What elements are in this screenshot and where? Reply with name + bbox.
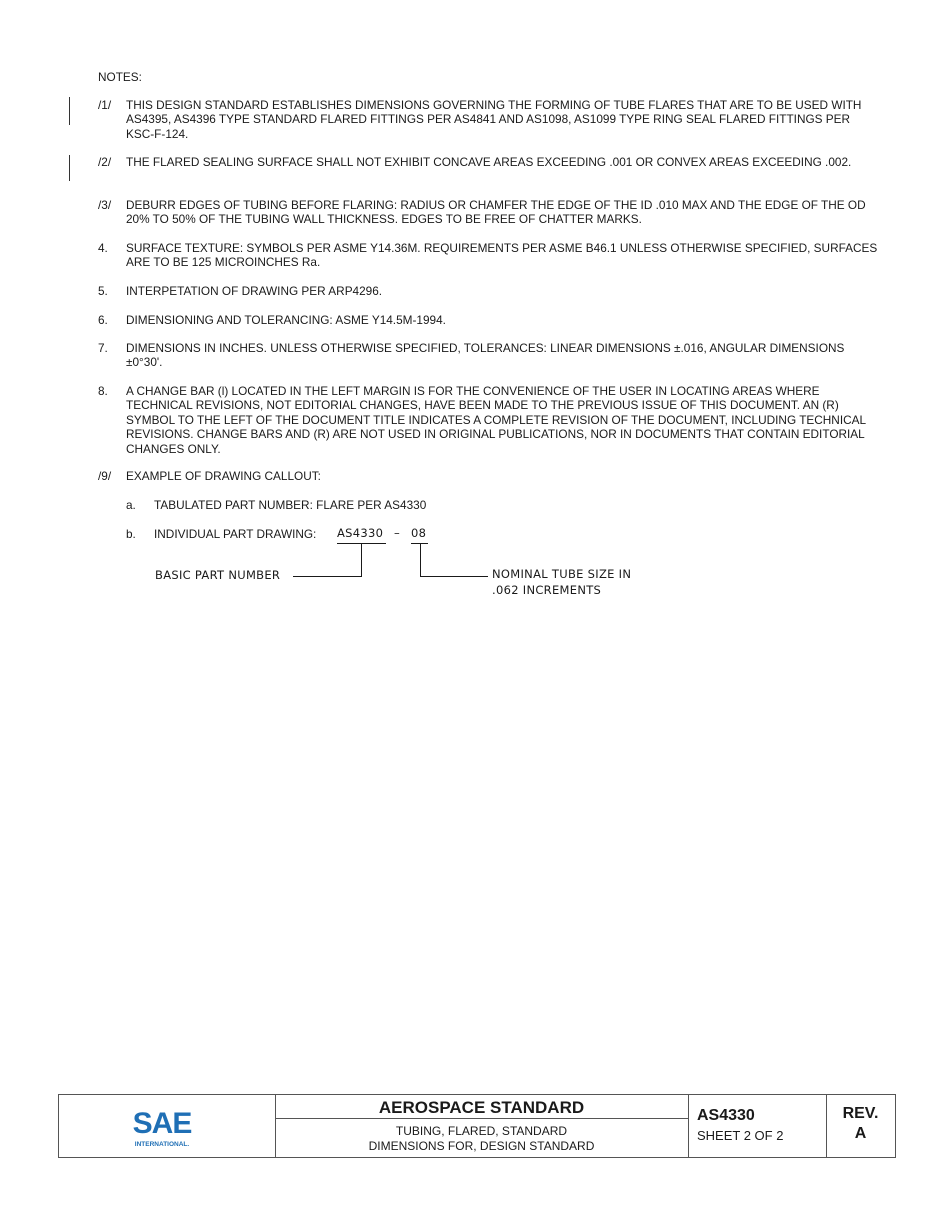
document-title-line-1: TUBING, FLARED, STANDARD [395, 1124, 568, 1138]
note-number: /9/ [98, 469, 112, 483]
note-text: SURFACE TEXTURE: SYMBOLS PER ASME Y14.36M. REQUIREMENTS PER ASME B46.1 UNLESS OTHERWISE SPECIFIED, SURFACES ARE TO BE 125 MICROINCHES Ra. [126, 241, 878, 270]
callout-item-number: b. [126, 527, 136, 541]
sae-logo [59, 1095, 275, 1157]
logo-text: SAE [132, 1107, 192, 1140]
logo-cell [59, 1095, 276, 1157]
nominal-tube-size-label: NOMINAL TUBE SIZE IN [492, 567, 632, 581]
logo-subtext: INTERNATIONAL. [134, 1141, 190, 1148]
callout-item-text: TABULATED PART NUMBER: FLARE PER AS4330 [154, 498, 427, 512]
document-number-cell [688, 1095, 827, 1157]
note-number: /2/ [98, 155, 112, 169]
note-number: /1/ [98, 98, 112, 112]
change-bar [69, 155, 70, 181]
nominal-leader-vertical [420, 543, 421, 576]
note-text: INTERPETATION OF DRAWING PER ARP4296. [126, 284, 383, 298]
document-number: AS4330 [697, 1107, 755, 1124]
note-text: THIS DESIGN STANDARD ESTABLISHES DIMENSIONS GOVERNING THE FORMING OF TUBE FLARES THAT ARE TO BE USED WITH AS4395, AS4396 TYPE STANDARD FLARED FITTINGS PER AS4841 AND AS1098, AS1099 TYPE RING SEAL FLARED FITTINGS PER KSC-F-124. [126, 98, 862, 141]
note-text: THE FLARED SEALING SURFACE SHALL NOT EXHIBIT CONCAVE AREAS EXCEEDING .001 OR CONVEX AREAS EXCEEDING .002. [126, 155, 852, 169]
increments-label: .062 INCREMENTS [492, 583, 602, 597]
revision-value: A [854, 1125, 867, 1142]
note-number: 4. [98, 241, 108, 255]
title-cell [275, 1095, 689, 1157]
note-number: 8. [98, 384, 108, 398]
revision-label: REV. [842, 1105, 879, 1122]
note-number: /3/ [98, 198, 112, 212]
note-text: EXAMPLE OF DRAWING CALLOUT: [126, 469, 321, 483]
part-dash: – [394, 526, 401, 540]
note-text: DIMENSIONING AND TOLERANCING: ASME Y14.5M-1994. [126, 313, 446, 327]
change-bar [69, 97, 70, 125]
notes-title: NOTES: [98, 70, 142, 84]
note-number: 6. [98, 313, 108, 327]
note-text: DIMENSIONS IN INCHES. UNLESS OTHERWISE SPECIFIED, TOLERANCES: LINEAR DIMENSIONS ±.016, ANGULAR DIMENSIONS ±0°30'. [126, 341, 845, 370]
standard-title: AEROSPACE STANDARD [275, 1097, 688, 1119]
part-size-number: 08 [411, 526, 427, 540]
document-title-line-2: DIMENSIONS FOR, DESIGN STANDARD [368, 1139, 595, 1153]
title-block [58, 1094, 896, 1158]
note-text: A CHANGE BAR (l) LOCATED IN THE LEFT MARGIN IS FOR THE CONVENIENCE OF THE USER IN LOCATING AREAS WHERE TECHNICAL REVISIONS, NOT EDITORIAL CHANGES, HAVE BEEN MADE TO THE PREVIOUS ISSUE OF THIS DOCUMENT. AN (R) SYMBOL TO THE LEFT OF THE DOCUMENT TITLE INDICATES A COMPLETE REVISION OF THE DOCUMENT, INCLUDING TECHNICAL REVISIONS. CHANGE BARS AND (R) ARE NOT USED IN ORIGINAL PUBLICATIONS, NOR IN DOCUMENTS THAT CONTAIN EDITORIAL CHANGES ONLY. [126, 384, 866, 456]
note-number: 5. [98, 284, 108, 298]
basic-leader-horizontal [293, 576, 362, 577]
nominal-leader-horizontal [420, 576, 488, 577]
callout-item-number: a. [126, 498, 136, 512]
note-number: 7. [98, 341, 108, 355]
revision-cell [826, 1095, 895, 1157]
part-base-number: AS4330 [337, 526, 384, 540]
callout-item-text: INDIVIDUAL PART DRAWING: [154, 527, 317, 541]
basic-leader-vertical [361, 543, 362, 576]
note-text: DEBURR EDGES OF TUBING BEFORE FLARING: RADIUS OR CHAMFER THE EDGE OF THE ID .010 MAX AND THE EDGE OF THE OD 20% TO 50% OF THE TUBING WALL THICKNESS. EDGES TO BE FREE OF CHATTER MARKS. [126, 198, 866, 227]
sheet-number: SHEET 2 OF 2 [697, 1128, 784, 1143]
basic-part-number-label: BASIC PART NUMBER [155, 568, 281, 582]
